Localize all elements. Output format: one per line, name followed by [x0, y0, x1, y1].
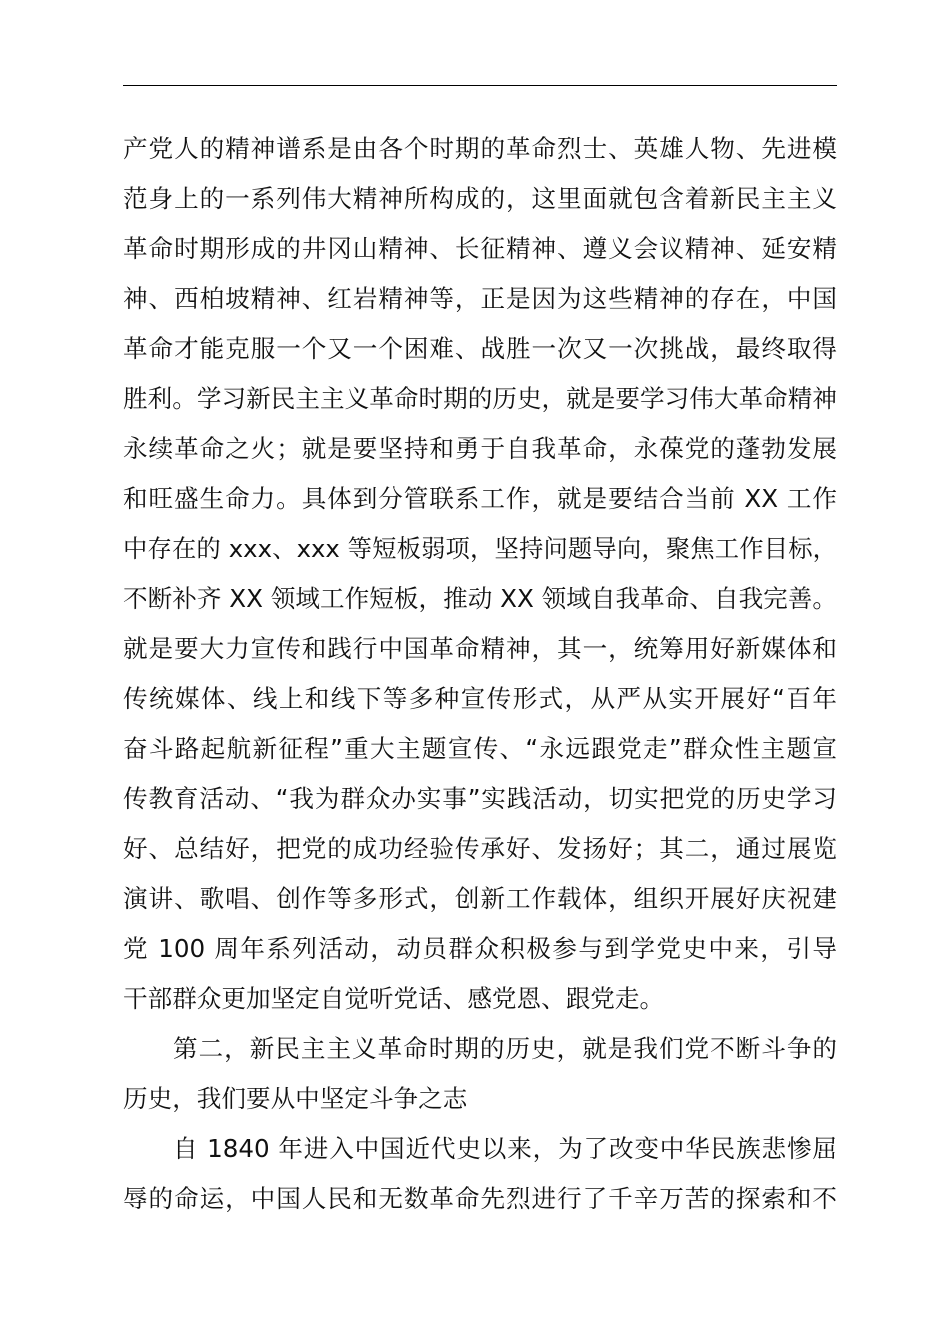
text-line: 传教育活动、“我为群众办实事”实践活动，切实把党的历史学习: [123, 784, 837, 813]
text-line: 自 1840 年进入中国近代史以来，为了改变中华民族悲惨屈: [173, 1134, 837, 1163]
text-line: 胜利。学习新民主主义革命时期的历史，就是要学习伟大革命精神: [123, 384, 837, 413]
document-body: [123, 124, 837, 1224]
text-line: 传统媒体、线上和线下等多种宣传形式，从严从实开展好“百年: [123, 684, 837, 713]
text-line: 范身上的一系列伟大精神所构成的，这里面就包含着新民主主义: [123, 184, 837, 213]
text-line: 演讲、歌唱、创作等多形式，创新工作载体，组织开展好庆祝建: [123, 884, 837, 913]
text-line: 好、总结好，把党的成功经验传承好、发扬好；其二，通过展览: [123, 834, 837, 863]
text-line: 和旺盛生命力。具体到分管联系工作，就是要结合当前 XX 工作: [123, 484, 837, 513]
text-line: 辱的命运，中国人民和无数革命先烈进行了千辛万苦的探索和不: [123, 1184, 837, 1213]
section-heading-line: 第二，新民主主义革命时期的历史，就是我们党不断斗争的: [173, 1034, 837, 1063]
text-line: 革命才能克服一个又一个困难、战胜一次又一次挑战，最终取得: [123, 334, 837, 363]
text-line: 就是要大力宣传和践行中国革命精神，其一，统筹用好新媒体和: [123, 634, 837, 663]
text-line: 中存在的 xxx、xxx 等短板弱项，坚持问题导向，聚焦工作目标，: [123, 534, 837, 563]
text-line: 奋斗路起航新征程”重大主题宣传、“永远跟党走”群众性主题宣: [123, 734, 837, 763]
text-line: 神、西柏坡精神、红岩精神等，正是因为这些精神的存在，中国: [123, 284, 837, 313]
text-line: 产党人的精神谱系是由各个时期的革命烈士、英雄人物、先进模: [123, 134, 837, 163]
text-line: 不断补齐 XX 领域工作短板，推动 XX 领域自我革命、自我完善。: [123, 584, 837, 613]
text-line: 党 100 周年系列活动，动员群众积极参与到学党史中来，引导: [123, 934, 837, 963]
section-heading-line: 历史，我们要从中坚定斗争之志: [123, 1084, 468, 1113]
text-line: 革命时期形成的井冈山精神、长征精神、遵义会议精神、延安精: [123, 234, 837, 263]
text-line: 干部群众更加坚定自觉听党话、感党恩、跟党走。: [123, 984, 665, 1013]
header-rule: [123, 85, 837, 86]
text-line: 永续革命之火；就是要坚持和勇于自我革命，永葆党的蓬勃发展: [123, 434, 837, 463]
